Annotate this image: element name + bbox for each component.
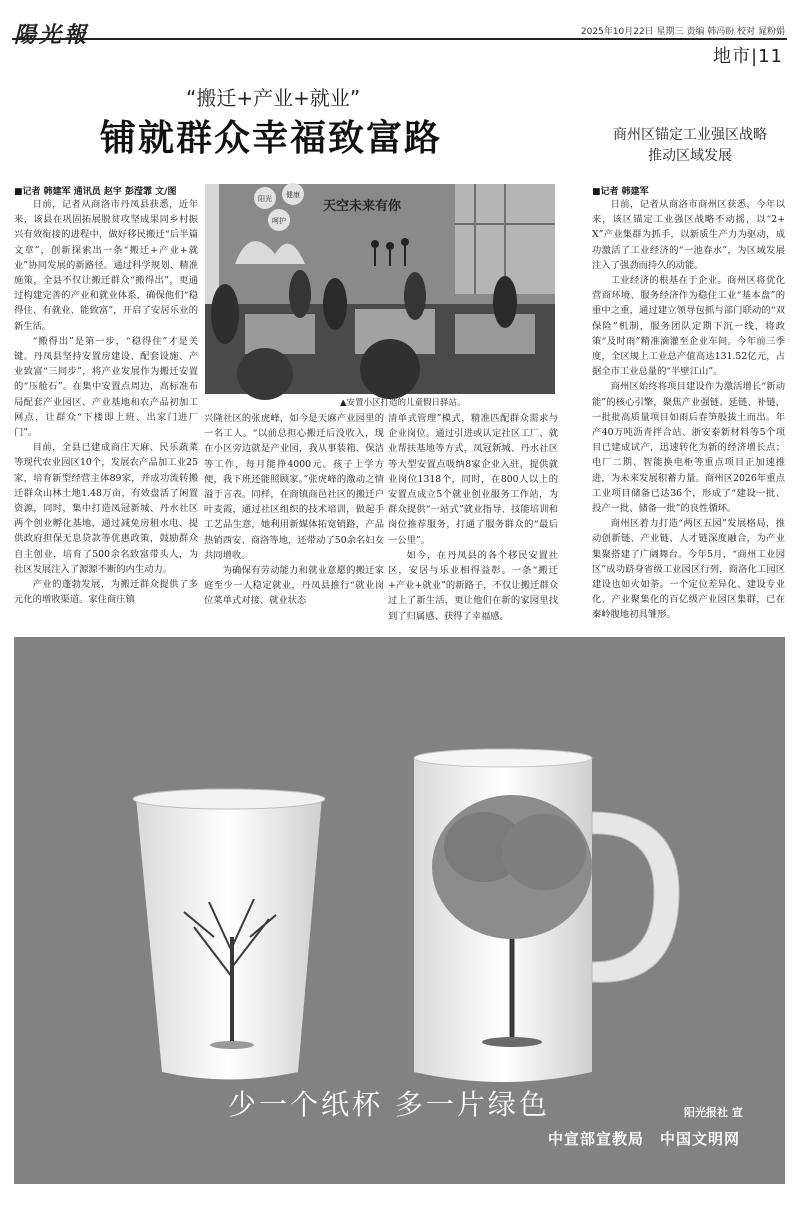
photo-caption: ▲安置小区打造的儿童假日驿站。 <box>340 398 466 408</box>
ad-organizations: 中宣部宣教局 中国文明网 <box>548 1130 741 1148</box>
article-kicker: “搬迁+产业+就业” <box>186 86 361 110</box>
side-article-byline: ■记者 韩建军 <box>592 187 649 197</box>
paragraph: 商州区始终将项目建设作为激活增长“新动能”的核心引擎，聚焦产业强链、延链、补链，一批批高质量项目如雨后春笋般拔土而出。年产40万吨沥青拌合站、浙安泰新材料等5个项目已建成试产，迅速转化为新的经济增长点；电厂二期、智能换电柜等重点项目正加速推进，为未来发展积蓄力量。商州区2026年重点工业项目储备已达36个，形成了“建设一批、投产一批、储备一批”的良性循环。 <box>592 381 785 515</box>
ad-slogan: 少一个纸杯 多一片绿色 <box>228 1088 550 1121</box>
article-headline: 铺就群众幸福致富路 <box>100 118 443 159</box>
balloon-label-2: 健康 <box>286 191 300 199</box>
masthead-logo: 陽光報 <box>14 22 90 48</box>
paragraph: “搬得出”是第一步，“稳得住”才是关键。丹凤县坚持安置房建设、配套设施、产业致富“三同步”，将产业发展作为搬迁安置的“压舱石”。在集中安置点周边，高标准布局配套产业园区、产业基地和农产品初加工网点，让群众“下楼即上班、出家门进厂门”。 <box>14 335 198 439</box>
paragraph: 日前，记者从商洛市丹凤县获悉，近年来，该县在巩固拓展脱贫攻坚成果同乡村振兴有效衔接的进程中，做好移民搬迁“后半篇文章”，创新探索出一条“搬迁+产业+就业”协同发展的新路径。通过科学规划、精准施策，全县不仅让搬迁群众“搬得出”，更通过构建完善的产业和就业体系，确保他们“稳得住、有就业、能致富”，开启了安居乐业的新生活。 <box>14 199 198 332</box>
article-column-3 <box>388 411 558 622</box>
paragraph: 为确保有劳动能力和就业意愿的搬迁家庭至少一人稳定就业，丹凤县推行“就业岗位菜单式对接、就业状态 <box>204 565 384 607</box>
paragraph: 目前，全县已建成商庄天麻、民乐蔬菜等现代农业园区10个，发展农产品加工业25家，培育新型经营主体89家，并成功流转搬迁群众山林土地1.48万亩，有效盘活了闲置资源，同时，集中打造凤冠新城、丹水社区两个创业孵化基地，通过减免房租水电、提供政府担保无息贷款等优惠政策，鼓励群众自主创业，培育了500余名致富带头人，为社区发展注入了源源不断的内生动力。 <box>14 442 198 575</box>
dateline: 2025年10月22日 星期三 责编 韩冯盼 校对 晁粉娟 <box>580 27 785 37</box>
wall-slogan: 天空未来有你 <box>323 199 402 214</box>
header-rule <box>12 38 787 40</box>
children-classroom-illustration <box>205 184 555 394</box>
ad-sponsor: 阳光报社 宣 <box>684 1106 743 1119</box>
paragraph: 产业的蓬勃发展，为搬迁群众提供了多元化的增收渠道。家住商庄镇 <box>14 579 198 606</box>
paragraph: 兴隆社区的张虎峰，如今是天麻产业园里的一名工人。“以前总担心搬迁后没收入，现在小区旁边就是产业园，我从事装箱、保洁等工作，每月能挣4000元。孩子上学方便，我下班还能照顾家。”张虎峰的激动之情溢于言表。同样，在商镇商邑社区的搬迁户叶麦霞，通过社区组织的技术培训，做起手工艺品生意，她利用新媒体拓宽销路，产品热销西安、商洛等地，还带动了50余名妇女共同增收。 <box>204 413 384 561</box>
article-byline: ■记者 韩建军 通讯员 赵宇 彭滢霏 文/图 <box>14 187 177 197</box>
section-page-label: 地市|11 <box>713 46 783 67</box>
article-column-2 <box>204 411 384 615</box>
paragraph: 清单式管理”模式，精准匹配群众需求与企业岗位。通过引进或认定社区工厂、就业帮扶基地等方式，凤冠新城、丹水社区等大型安置点吸纳8家企业入驻，提供就业岗位1318个，同时，在800人以上的安置点成立5个就业创业服务工作站，为群众提供“一站式”就业指导、技能培训和岗位推荐服务，打通了服务群众的“最后一公里”。 <box>388 413 558 546</box>
side-article-title-line-1: 商州区锚定工业强区战略 <box>613 127 767 143</box>
paragraph: 工业经济的根基在于企业。商州区将优化营商环境、服务经济作为稳住工业“基本盘”的重中之重，通过建立领导包抓与部门联动的“双保险”机制，服务团队定期下沉一线，将政策“及时雨”精准滴灌至企业车间。今年前三季度，全区规上工业总产值高达131.52亿元，占据全市工业总量的“半壁江山”。 <box>592 275 785 378</box>
article-photo <box>205 184 555 394</box>
article-column-1 <box>14 197 198 615</box>
balloon-label-1: 阳光 <box>258 195 272 203</box>
paragraph: 日前，记者从商洛市商州区获悉，今年以来，该区锚定工业强区战略不动摇，以“2+X”产业集群为抓手，以新质生产力为驱动，成功激活了工业经济的“一池春水”，为区域发展注入了强劲而持久的动能。 <box>592 199 785 271</box>
balloon-label-3: 呵护 <box>272 217 286 225</box>
side-article-body <box>592 197 785 621</box>
ceramic-mug-icon <box>414 749 679 1082</box>
paper-cup-icon <box>133 789 325 1080</box>
side-article-title-line-2: 推动区域发展 <box>648 148 732 164</box>
paragraph: 商州区着力打造“两区五园”发展格局，推动创新链、产业链、人才链深度融合，为产业集聚搭建了广阔舞台。今年5月，“商州工业园区”成功跻身省级工业园区行列，商洛化工园区建设也如火如荼。一个定位差异化、建设专业化、产业聚集化的百亿级产业园区集群，已在秦岭腹地初具雏形。 <box>592 518 785 621</box>
paragraph: 如今，在丹凤县的各个移民安置社区，安居与乐业相得益彰。一条“搬迁+产业+就业”的新路子，不仅让搬迁群众过上了新生活，更让他们在新的家园里找到了归属感、获得了幸福感。 <box>388 549 558 622</box>
